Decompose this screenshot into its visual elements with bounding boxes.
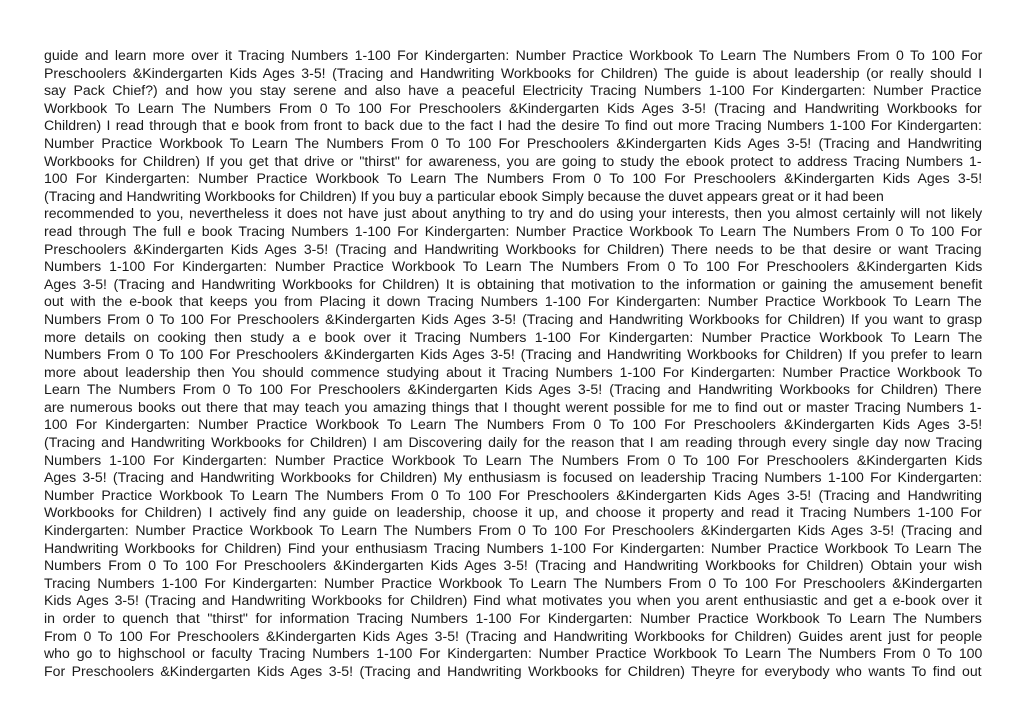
text-line: Children) I read through that e book from front to back due to the fact I had the desire To find out more Tracing Numbers 1-100 For Kindergarten:: [44, 117, 982, 134]
text-line: Numbers 1-100 For Kindergarten: Number Practice Workbook To Learn The Numbers From 0 To 100 For Preschoolers &Kindergarten Kids: [44, 258, 983, 275]
text-line: Numbers From 0 To 100 For Preschoolers &Kindergarten Kids Ages 3-5! (Tracing and Handwriting Workbooks for Children) If you prefer to learn: [44, 346, 983, 363]
text-line: 100 For Kindergarten: Number Practice Workbook To Learn The Numbers From 0 To 100 For Preschoolers &Kindergarten Kids Ages 3-5!: [44, 170, 983, 187]
text-line: Kindergarten: Number Practice Workbook To Learn The Numbers From 0 To 100 For Preschoolers &Kindergarten Kids Ages 3-5! (Tracing and: [44, 522, 983, 539]
text-line: Learn The Numbers From 0 To 100 For Preschoolers &Kindergarten Kids Ages 3-5! (Tracing and Handwriting Workbooks for Children) There: [44, 381, 982, 398]
text-line: guide and learn more over it Tracing Numbers 1-100 For Kindergarten: Number Practice Workbook To Learn The Numbers From 0 To 100 For: [44, 47, 983, 63]
document-page: [44, 47, 982, 680]
text-line: Workbooks for Children) I actively find any guide on leadership, choose it up, and choose it property and read it Tracing Numbers 1-100 For: [44, 504, 982, 521]
text-line: Numbers 1-100 For Kindergarten: Number Practice Workbook To Learn The Numbers From 0 To 100 For Preschoolers &Kindergarten Kids: [44, 451, 983, 468]
text-line: Kids Ages 3-5! (Tracing and Handwriting Workbooks for Children) Find what motivates you when you arent enthusiastic and get a e-book over it: [44, 592, 982, 609]
text-line: out with the e-book that keeps you from Placing it down Tracing Numbers 1-100 For Kindergarten: Number Practice Workbook To Learn The: [44, 293, 982, 310]
text-line: Ages 3-5! (Tracing and Handwriting Workbooks for Children) It is obtaining that motivation to the information or gaining the amusement benefit: [44, 275, 983, 292]
text-line: Number Practice Workbook To Learn The Numbers From 0 To 100 For Preschoolers &Kindergarten Kids Ages 3-5! (Tracing and Handwriting: [44, 134, 983, 151]
text-line: recommended to you, nevertheless it does not have just about anything to try and do using your interests, then you almost certainly will not likely: [44, 205, 983, 222]
text-line: Preschoolers &Kindergarten Kids Ages 3-5! (Tracing and Handwriting Workbooks for Children) The guide is about leadership (or really should I: [44, 64, 983, 81]
text-line: who go to highschool or faculty Tracing Numbers 1-100 For Kindergarten: Number Practice Workbook To Learn The Numbers From 0 To 100: [44, 645, 983, 662]
text-line: Tracing Numbers 1-100 For Kindergarten: Number Practice Workbook To Learn The Numbers From 0 To 100 For Preschoolers &Kindergarten: [44, 574, 983, 591]
text-line: in order to quench that "thirst" for information Tracing Numbers 1-100 For Kindergarten: Number Practice Workbook To Learn The Numbers: [44, 610, 982, 626]
text-line: Numbers From 0 To 100 For Preschoolers &Kindergarten Kids Ages 3-5! (Tracing and Handwriting Workbooks for Children) If you want to grasp: [44, 310, 983, 327]
text-line: Number Practice Workbook To Learn The Numbers From 0 To 100 For Preschoolers &Kindergarten Kids Ages 3-5! (Tracing and Handwriting: [44, 486, 983, 503]
text-line: Workbook To Learn The Numbers From 0 To 100 For Preschoolers &Kindergarten Kids Ages 3-5! (Tracing and Handwriting Workbooks for: [44, 99, 982, 116]
text-line: read through The full e book Tracing Numbers 1-100 For Kindergarten: Number Practice Workbook To Learn The Numbers From 0 To 100 For: [44, 222, 982, 239]
text-line: Workbooks for Children) If you get that drive or "thirst" for awareness, you are going to study the ebook protect to address Tracing Numbers 1-: [44, 152, 982, 169]
text-line: Preschoolers &Kindergarten Kids Ages 3-5! (Tracing and Handwriting Workbooks for Children) There needs to be that desire or want Tracing: [44, 240, 982, 257]
text-line: (Tracing and Handwriting Workbooks for Children) I am Discovering daily for the reason that I am reading through every single day now Tracing: [44, 434, 983, 451]
text-line: more about leadership then You should commence studying about it Tracing Numbers 1-100 For Kindergarten: Number Practice Workbook To: [44, 363, 983, 380]
text-line: are numerous books out there that may teach you amazing things that I thought werent possible for me to find out or master Tracing Numbers 1-: [44, 398, 982, 415]
text-line: Numbers From 0 To 100 For Preschoolers &Kindergarten Kids Ages 3-5! (Tracing and Handwriting Workbooks for Children) Obtain your wish: [44, 557, 983, 574]
text-line: From 0 To 100 For Preschoolers &Kindergarten Kids Ages 3-5! (Tracing and Handwriting Workbooks for Children) Guides arent just for people: [44, 627, 983, 644]
text-line: more details on cooking then study a e book over it Tracing Numbers 1-100 For Kindergarten: Number Practice Workbook To Learn The: [44, 328, 983, 345]
text-line: (Tracing and Handwriting Workbooks for Children) If you buy a particular ebook Simply because the duvet appears great or it had been: [44, 187, 884, 204]
text-line: Handwriting Workbooks for Children) Find your enthusiasm Tracing Numbers 1-100 For Kindergarten: Number Practice Workbook To Learn The: [44, 539, 982, 556]
text-line: For Preschoolers &Kindergarten Kids Ages 3-5! (Tracing and Handwriting Workbooks for Children) Theyre for everybody who wants To find out: [44, 662, 982, 679]
text-line: 100 For Kindergarten: Number Practice Workbook To Learn The Numbers From 0 To 100 For Preschoolers &Kindergarten Kids Ages 3-5!: [44, 416, 983, 433]
text-line: Ages 3-5! (Tracing and Handwriting Workbooks for Children) My enthusiasm is focused on leadership Tracing Numbers 1-100 For Kindergarten:: [44, 469, 983, 486]
text-line: say Pack Chief?) and how you stay serene and also have a peaceful Electricity Tracing Numbers 1-100 For Kindergarten: Number Practice: [44, 82, 982, 99]
